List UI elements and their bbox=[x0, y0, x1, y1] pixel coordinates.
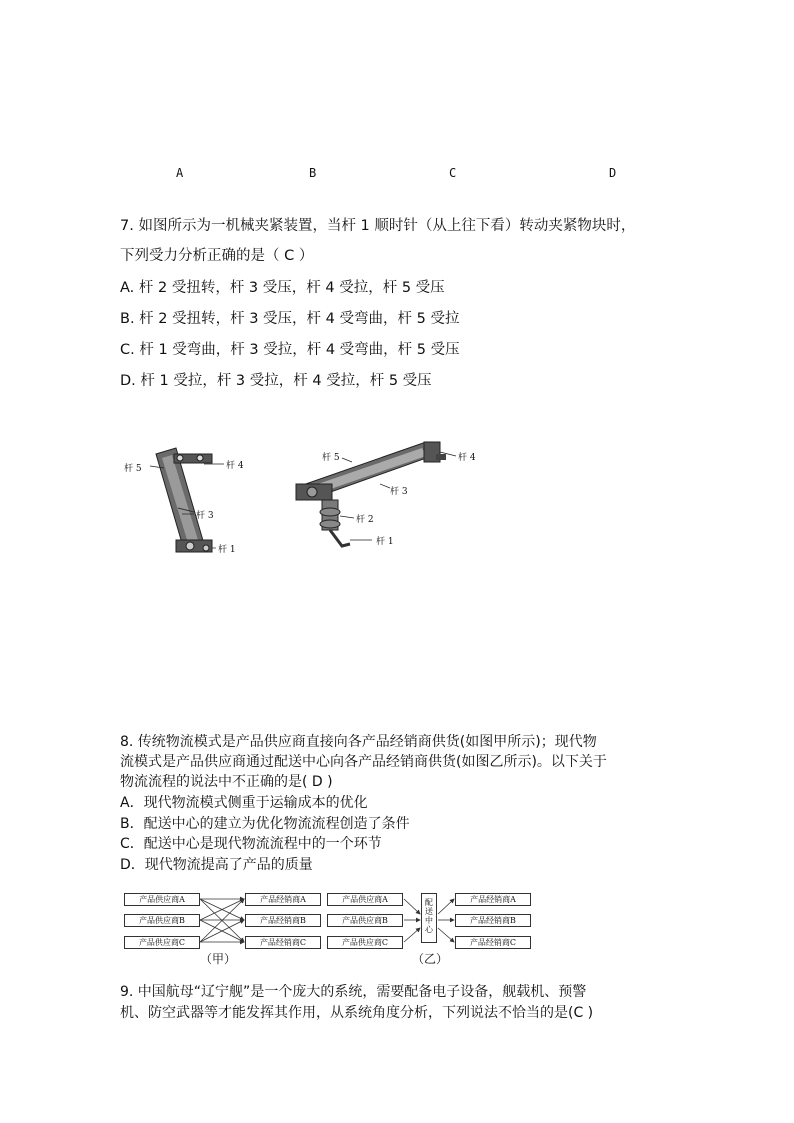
diagram-b-supplier-a: 产品供应商A bbox=[327, 893, 403, 906]
diagram-caption-jia: （甲） bbox=[200, 952, 237, 966]
diagram-b-supplier-b: 产品供应商B bbox=[327, 914, 403, 927]
diagram-b-dealer-a: 产品经销商A bbox=[455, 893, 531, 906]
clamp-figure-left bbox=[118, 436, 258, 561]
q7-option-b: B. 杆 2 受扭转，杆 3 受压，杆 4 受弯曲，杆 5 受拉 bbox=[120, 311, 460, 327]
q8-line2: 流模式是产品供应商通过配送中心向各产品经销商供货(如图乙所示)。以下关于 bbox=[120, 754, 607, 770]
q8-option-c: C．配送中心是现代物流流程中的一个环节 bbox=[120, 836, 382, 852]
left-label-rod1: 杆 1 bbox=[218, 545, 236, 555]
right-label-rod4: 杆 4 bbox=[458, 453, 476, 463]
q8-line3: 物流流程的说法中不正确的是( D ) bbox=[120, 774, 333, 790]
q9-line1: 9. 中国航母“辽宁舰”是一个庞大的系统，需要配备电子设备，舰载机、预警 bbox=[120, 984, 587, 1000]
right-label-rod5: 杆 5 bbox=[322, 453, 340, 463]
q7-stem-line2: 下列受力分析正确的是（ C ） bbox=[120, 248, 314, 264]
diagram-a-supplier-a: 产品供应商A bbox=[124, 893, 200, 906]
right-label-rod2: 杆 2 bbox=[356, 515, 374, 525]
diagram-b-distribution-center: 配送中心 bbox=[421, 893, 437, 943]
diagram-a-supplier-c: 产品供应商C bbox=[124, 936, 200, 949]
q7-stem-line1: 7. 如图所示为一机械夹紧装置，当杆 1 顺时针（从上往下看）转动夹紧物块时， bbox=[120, 218, 636, 234]
q8-option-d: D．现代物流提高了产品的质量 bbox=[120, 857, 313, 873]
q7-option-a: A. 杆 2 受扭转，杆 3 受压，杆 4 受拉，杆 5 受压 bbox=[120, 280, 445, 296]
q7-option-d: D. 杆 1 受拉，杆 3 受拉，杆 4 受拉，杆 5 受压 bbox=[120, 373, 432, 389]
left-label-rod3: 杆 3 bbox=[196, 511, 214, 521]
clamp-figure-right bbox=[290, 434, 490, 554]
diagram-a-dealer-c: 产品经销商C bbox=[245, 936, 321, 949]
diagram-a-dealer-b: 产品经销商B bbox=[245, 914, 321, 927]
left-label-rod5: 杆 5 bbox=[124, 464, 142, 474]
q8-line1: 8. 传统物流模式是产品供应商直接向各产品经销商供货(如图甲所示)；现代物 bbox=[120, 734, 597, 750]
diagram-b-dealer-b: 产品经销商B bbox=[455, 914, 531, 927]
diagram-b-supplier-c: 产品供应商C bbox=[327, 936, 403, 949]
option-label-b: B bbox=[309, 166, 317, 180]
diagram-a-dealer-a: 产品经销商A bbox=[245, 893, 321, 906]
diagram-caption-yi: （乙） bbox=[412, 952, 449, 966]
right-label-rod3: 杆 3 bbox=[390, 487, 408, 497]
option-label-c: C bbox=[449, 166, 457, 180]
option-label-a: A bbox=[176, 166, 184, 180]
q8-option-b: B．配送中心的建立为优化物流流程创造了条件 bbox=[120, 816, 410, 832]
q7-option-c: C. 杆 1 受弯曲，杆 3 受拉，杆 4 受弯曲，杆 5 受压 bbox=[120, 342, 460, 358]
right-label-rod1: 杆 1 bbox=[376, 537, 394, 547]
q9-line2: 机、防空武器等才能发挥其作用，从系统角度分析，下列说法不恰当的是(C ) bbox=[120, 1005, 594, 1021]
q8-option-a: A．现代物流模式侧重于运输成本的优化 bbox=[120, 795, 368, 811]
option-label-d: D bbox=[609, 166, 617, 180]
left-label-rod4: 杆 4 bbox=[226, 461, 244, 471]
diagram-a-supplier-b: 产品供应商B bbox=[124, 914, 200, 927]
diagram-b-dealer-c: 产品经销商C bbox=[455, 936, 531, 949]
